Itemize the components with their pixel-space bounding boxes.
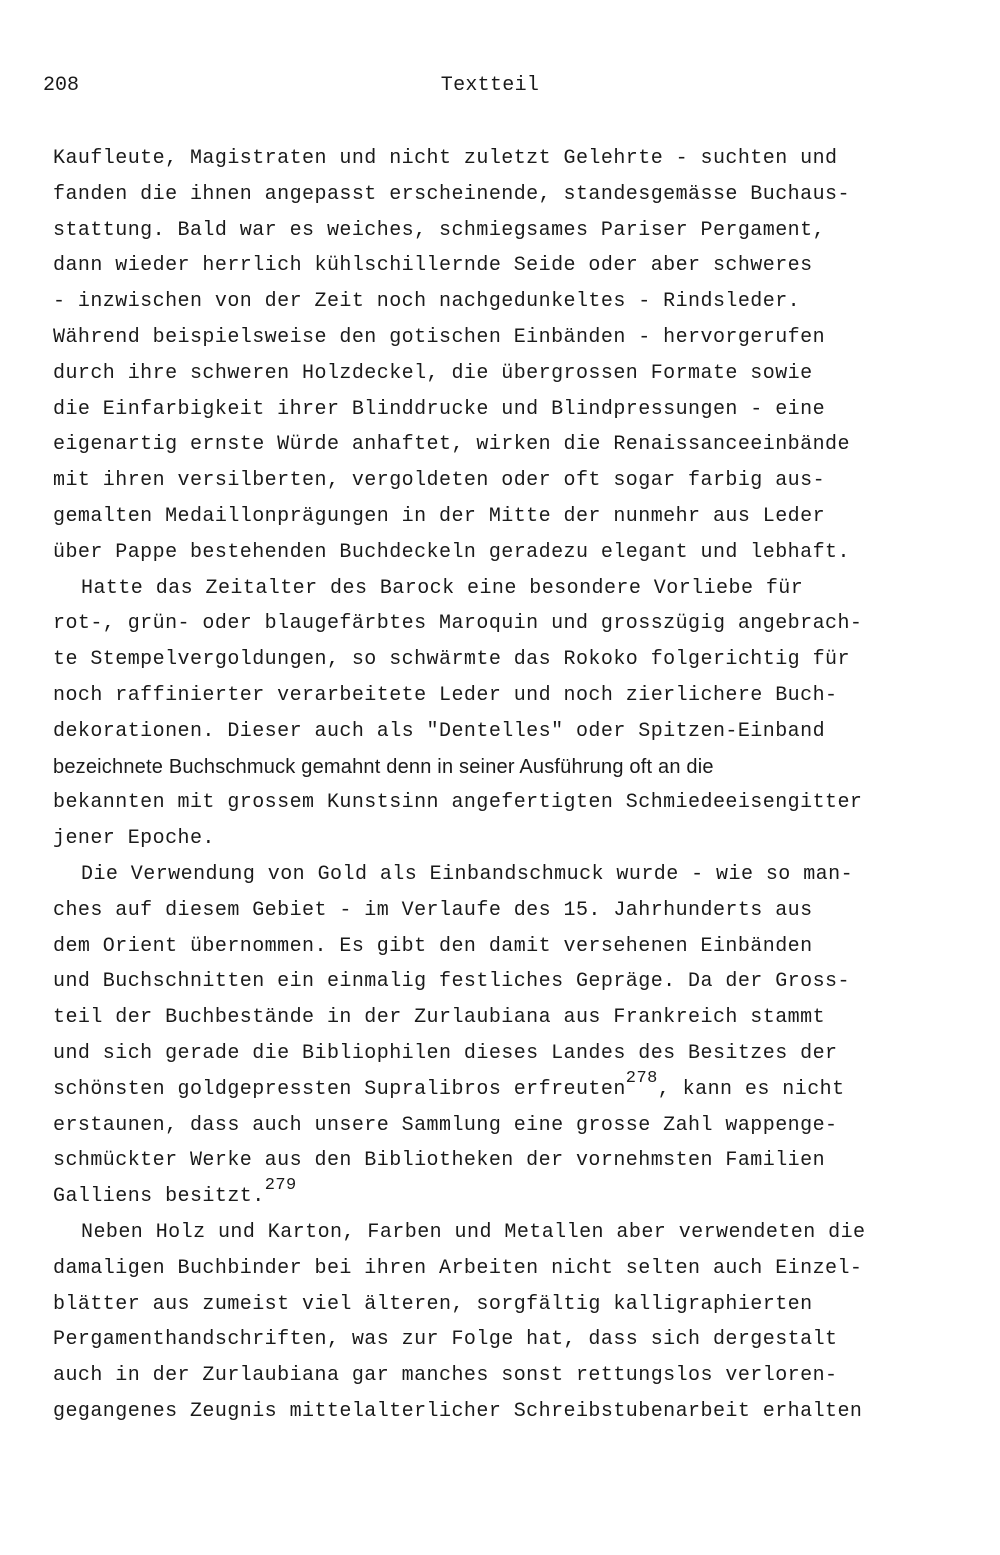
text-line: mit ihren versilberten, vergoldeten oder oft sogar farbig aus- bbox=[53, 469, 826, 493]
text-line: auch in der Zurlaubiana gar manches sonst rettungslos verloren- bbox=[53, 1364, 838, 1388]
text-line: Pergamenthandschriften, was zur Folge hat, dass sich dergestalt bbox=[53, 1328, 838, 1352]
text-line: die Einfarbigkeit ihrer Blinddrucke und Blindpressungen - eine bbox=[53, 397, 826, 421]
text-line: Neben Holz und Karton, Farben und Metallen aber verwendeten die bbox=[81, 1220, 866, 1244]
text-line: damaligen Buchbinder bei ihren Arbeiten nicht selten auch Einzel- bbox=[53, 1256, 863, 1280]
text-line: teil der Buchbestände in der Zurlaubiana aus Frankreich stammt bbox=[53, 1006, 826, 1030]
text-line: te Stempelvergoldungen, so schwärmte das Rokoko folgerichtig für bbox=[53, 648, 850, 672]
text-line: schmückter Werke aus den Bibliotheken der vornehmsten Familien bbox=[53, 1149, 826, 1173]
text-segment: schönsten goldgepressten Supralibros erfreuten bbox=[53, 1077, 626, 1101]
text-line: dann wieder herrlich kühlschillernde Seide oder aber schweres bbox=[53, 254, 813, 278]
text-line: erstaunen, dass auch unsere Sammlung eine grosse Zahl wappenge- bbox=[53, 1113, 838, 1137]
text-line: noch raffinierter verarbeitete Leder und noch zierlichere Buch- bbox=[53, 683, 838, 707]
text-line: rot-, grün- oder blaugefärbtes Maroquin und grosszügig angebrach- bbox=[53, 612, 863, 636]
text-line: dekorationen. Dieser auch als "Dentelles" oder Spitzen-Einband bbox=[53, 719, 826, 743]
text-line: Die Verwendung von Gold als Einbandschmuck wurde - wie so man- bbox=[81, 862, 854, 886]
text-line: und Buchschnitten ein einmalig festliches Gepräge. Da der Gross- bbox=[53, 970, 850, 994]
text-line: stattung. Bald war es weiches, schmiegsames Pariser Pergament, bbox=[53, 218, 826, 242]
running-title: Textteil bbox=[440, 74, 540, 97]
text-line: gegangenes Zeugnis mittelalterlicher Schreibstubenarbeit erhalten bbox=[53, 1399, 863, 1423]
body-text bbox=[53, 141, 953, 1430]
text-line: bekannten mit grossem Kunstsinn angefertigten Schmiedeeisengitter bbox=[53, 791, 863, 815]
page-number: 208 bbox=[43, 74, 80, 97]
text-line: gemalten Medaillonprägungen in der Mitte der nunmehr aus Leder bbox=[53, 504, 826, 528]
text-line bbox=[53, 1176, 953, 1215]
text-line: blätter aus zumeist viel älteren, sorgfältig kalligraphierten bbox=[53, 1292, 813, 1316]
text-segment: Galliens besitzt. bbox=[53, 1185, 265, 1209]
text-line: - inzwischen von der Zeit noch nachgedunkeltes - Rindsleder. bbox=[53, 290, 801, 314]
text-line: dem Orient übernommen. Es gibt den damit versehenen Einbänden bbox=[53, 934, 813, 958]
footnote-ref-279[interactable]: 279 bbox=[264, 1176, 297, 1196]
footnote-ref-278[interactable]: 278 bbox=[625, 1069, 658, 1089]
text-line: eigenartig ernste Würde anhaftet, wirken die Renaissanceeinbände bbox=[53, 433, 850, 457]
text-line: jener Epoche. bbox=[53, 827, 215, 851]
text-line bbox=[53, 1069, 953, 1108]
text-line: und sich gerade die Bibliophilen dieses Landes des Besitzes der bbox=[53, 1041, 838, 1065]
text-segment: , kann es nicht bbox=[657, 1077, 845, 1101]
text-line: ches auf diesem Gebiet - im Verlaufe des 15. Jahrhunderts aus bbox=[53, 898, 813, 922]
text-line: fanden die ihnen angepasst erscheinende, standesgemässe Buchaus- bbox=[53, 182, 850, 206]
text-line: bezeichnete Buchschmuck gemahnt denn in seiner Ausführung oft an die bbox=[53, 755, 714, 778]
text-line: durch ihre schweren Holzdeckel, die übergrossen Formate sowie bbox=[53, 361, 813, 385]
text-line: Hatte das Zeitalter des Barock eine besondere Vorliebe für bbox=[81, 576, 804, 600]
text-line: Während beispielsweise den gotischen Einbänden - hervorgerufen bbox=[53, 325, 826, 349]
text-line: über Pappe bestehenden Buchdeckeln geradezu elegant und lebhaft. bbox=[53, 540, 850, 564]
text-line: Kaufleute, Magistraten und nicht zuletzt Gelehrte - suchten und bbox=[53, 147, 838, 170]
